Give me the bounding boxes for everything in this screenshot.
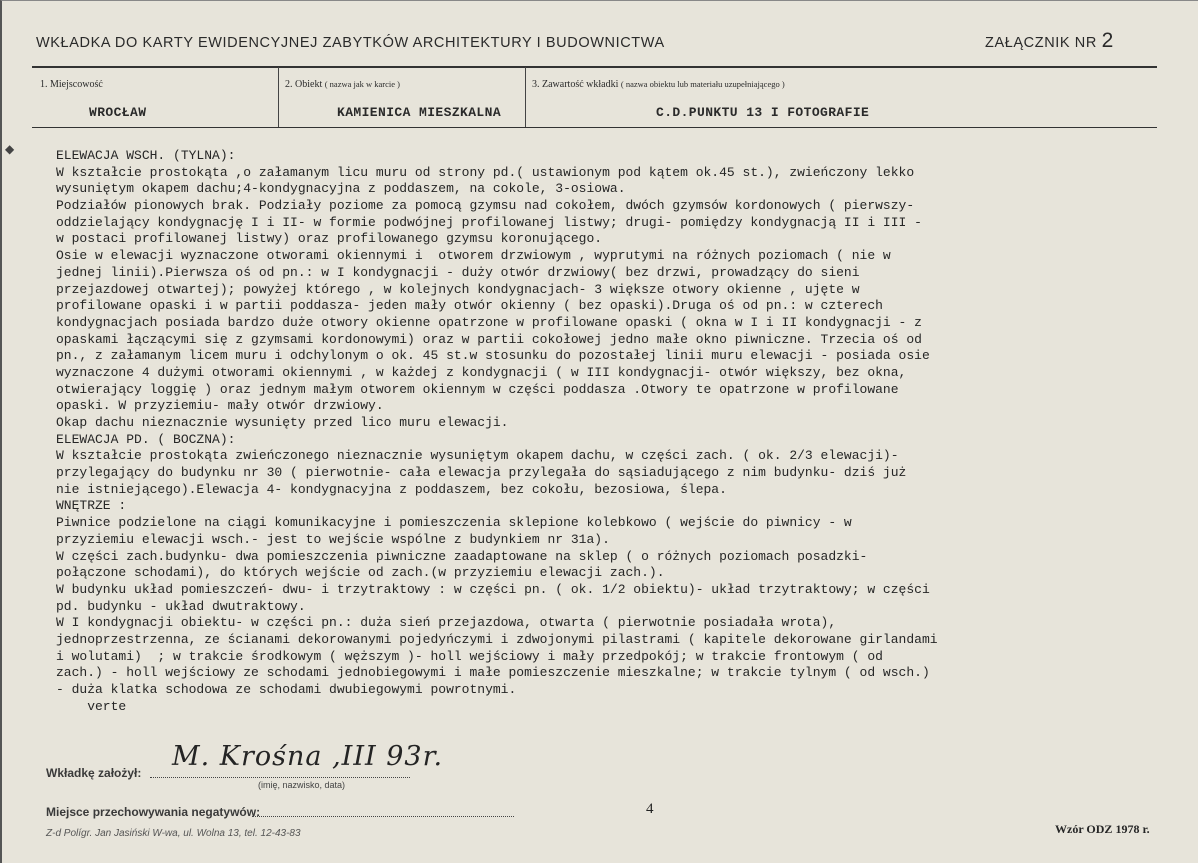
body-line: Piwnice podzielone na ciągi komunikacyjne i pomieszczenia sklepione kolebkowo ( wejście do piwnicy - w	[56, 515, 852, 531]
body-line: otwierający loggię ) oraz jednym małym otworem okiennym w części poddasza .Otwory te opatrzone w profilowane	[56, 381, 899, 397]
body-line: - duża klatka schodowa ze schodami dwubiegowymi powrotnymi.	[56, 682, 517, 697]
negatives-label: Miejsce przechowywania negatywów:	[46, 805, 261, 819]
field-divider-1	[278, 67, 279, 127]
locality-label	[40, 79, 103, 90]
body-line: kondygnacjach posiada bardzo duże otwory okienne opatrzone w profilowane opaski ( okna w I i II kondygnacji - z	[56, 314, 922, 330]
body-line: przylegający do budynku nr 30 ( pierwotnie- cała elewacja przylegała do sąsiadującego z nim budynku- dziś już	[56, 465, 907, 481]
body-line: jednej linii).Pierwsza oś od pn.: w I kondygnacji - duży otwór drzwiowy( bez drzwi, prowadzący do sieni	[56, 264, 860, 280]
annex-label-text: ZAŁĄCZNIK NR	[985, 35, 1097, 51]
body-line: i wolutami) ; w trakcie środkowym ( węższym )- holl wejściowy i mały przedpokój; w trakcie frontowym ( od	[56, 648, 883, 664]
content-label-hint: ( nazwa obiektu lub materiału uzupełniającego )	[620, 79, 785, 89]
margin-mark: ◆	[5, 142, 15, 156]
body-line: wyznaczone 4 dużymi otworami okiennymi , w każdej z kondygnacji ( w III kondygnacji- otwór większy, bez okna,	[56, 364, 907, 380]
body-line: W budynku układ pomieszczeń- dwu- i trzytraktowy : w części pn. ( ok. 1/2 obiektu)- układ trzytraktowy; w części	[56, 581, 930, 597]
header-rule-top	[32, 66, 1157, 68]
body-line: WNĘTRZE :	[56, 498, 127, 514]
installer-dotted-line	[150, 777, 410, 778]
content-value: C.D.PUNKTU 13 I FOTOGRAFIE	[656, 105, 870, 120]
body-line: W I kondygnacji obiektu- w części pn.: duża sień przejazdowa, otwarta ( pierwotnie posiadała wrota),	[56, 615, 837, 631]
body-line: W kształcie prostokąta ,o załamanym licu muru od strony pd.( ustawionym pod kątem ok.45 st.), zwieńczony lekko	[56, 164, 915, 180]
body-line: Osie w elewacji wyznaczone otworami okiennymi i otworem drzwiowym , wyprutymi na różnych poziomach ( nie w	[56, 248, 891, 264]
body-line: połączone schodami), do których wejście od zach.(w przyziemiu elewacji zach.).	[56, 565, 665, 581]
body-line: W części zach.budynku- dwa pomieszczenia piwniczne zaadaptowane na sklep ( o różnych poziomach posadzki-	[56, 548, 868, 564]
annex-number: 2	[1101, 29, 1114, 52]
object-label-text: 2. Obiekt	[285, 79, 323, 90]
printer-note: Z-d Polígr. Jan Jasiński W-wa, ul. Wolna 13, tel. 12-43-83	[46, 828, 301, 839]
body-line: profilowane opaski i w partii poddasza- jeden mały otwór okienny ( bez opaski).Druga oś od pn.: w czterech	[56, 298, 883, 314]
body-line: verte	[56, 698, 127, 714]
body-line: jednoprzestrzenna, ze ścianami dekorowanymi pojedyńczymi i zdwojonymi pilastrami ( kapitele dekorowane girlandami	[56, 631, 938, 647]
body-line: zach.) - holl wejściowy ze schodami jednobiegowymi i małe pomieszczenie mieszkalne; w trakcie tylnym ( od wsch.)	[56, 665, 930, 681]
body-line: ELEWACJA PD. ( BOCZNA):	[56, 431, 236, 447]
body-line: nie istniejącego).Elewacja 4- kondygnacyjna z poddaszem, bez cokołu, bezosiowa, ślepa.	[56, 481, 727, 497]
installer-signature: M. Krośna ,III 93r.	[172, 741, 444, 772]
installer-label: Wkładkę założył:	[46, 766, 142, 780]
form-code: Wzór ODZ 1978 r.	[1055, 822, 1150, 836]
body-line: pd. budynku - układ dwutraktowy.	[56, 598, 306, 614]
body-line: pn., z załamanym licem muru i odchylonym o ok. 45 st.w stosunku do pozostałej linii muru elewacji - posiada osie	[56, 348, 930, 364]
object-label-hint: ( nazwa jak w karcie )	[324, 79, 400, 89]
body-line: w postaci profilowanej listwy) oraz profilowanego gzymsu koronującego.	[56, 231, 603, 247]
content-label	[532, 79, 785, 90]
body-line: wysuniętym okapem dachu;4-kondygnacyjna z poddaszem, na cokole, 3-osiowa.	[56, 181, 626, 197]
body-line: oddzielający kondygnację I i II- w formie podwójnej profilowanej listwy; drugi- pomiędzy kondygnacją II i III -	[56, 214, 922, 230]
body-line: przejazdowej otwartej); powyżej którego , w kolejnych kondygnacjach- 3 większe otwory okienne , ujęte w	[56, 281, 860, 297]
content-label-text: 3. Zawartość wkładki	[532, 79, 619, 90]
object-label	[285, 79, 400, 90]
page-number: 4	[646, 801, 654, 817]
body-line: ELEWACJA WSCH. (TYLNA):	[56, 148, 236, 163]
description-body	[56, 148, 1166, 715]
body-line: przyziemiu elewacji wsch.- jest to wejście wspólne z budynkiem nr 31a).	[56, 531, 610, 547]
object-value: KAMIENICA MIESZKALNA	[337, 105, 502, 120]
body-line: Okap dachu nieznacznie wysunięty przed lico muru elewacji.	[56, 415, 509, 430]
header-rule-bottom	[32, 127, 1157, 128]
installer-hint: (imię, nazwisko, data)	[258, 780, 346, 790]
document-title: WKŁADKA DO KARTY EWIDENCYJNEJ ZABYTKÓW ARCHITEKTURY I BUDOWNICTWA	[36, 35, 665, 51]
body-line: opaski. W przyziemiu- mały otwór drzwiowy.	[56, 398, 384, 414]
body-line: W kształcie prostokąta zwieńczonego nieznacznie wysuniętym okapem dachu, w części zach. ( ok. 2/3 elewacji)-	[56, 448, 899, 464]
locality-value: WROCŁAW	[89, 105, 147, 120]
body-line: opaskami łączącymi się z gzymsami kordonowymi) oraz w partii cokołowej jedno małe okno piwniczne. Trzecia oś od	[56, 331, 922, 347]
field-divider-2	[525, 67, 526, 127]
locality-label-text: 1. Miejscowość	[40, 79, 103, 90]
negatives-dotted-line	[252, 816, 514, 817]
body-line: Podziałów pionowych brak. Podziały poziome za pomocą gzymsu nad cokołem, dwóch gzymsów kordonowych ( pierwszy-	[56, 198, 915, 214]
annex-label	[985, 29, 1113, 53]
